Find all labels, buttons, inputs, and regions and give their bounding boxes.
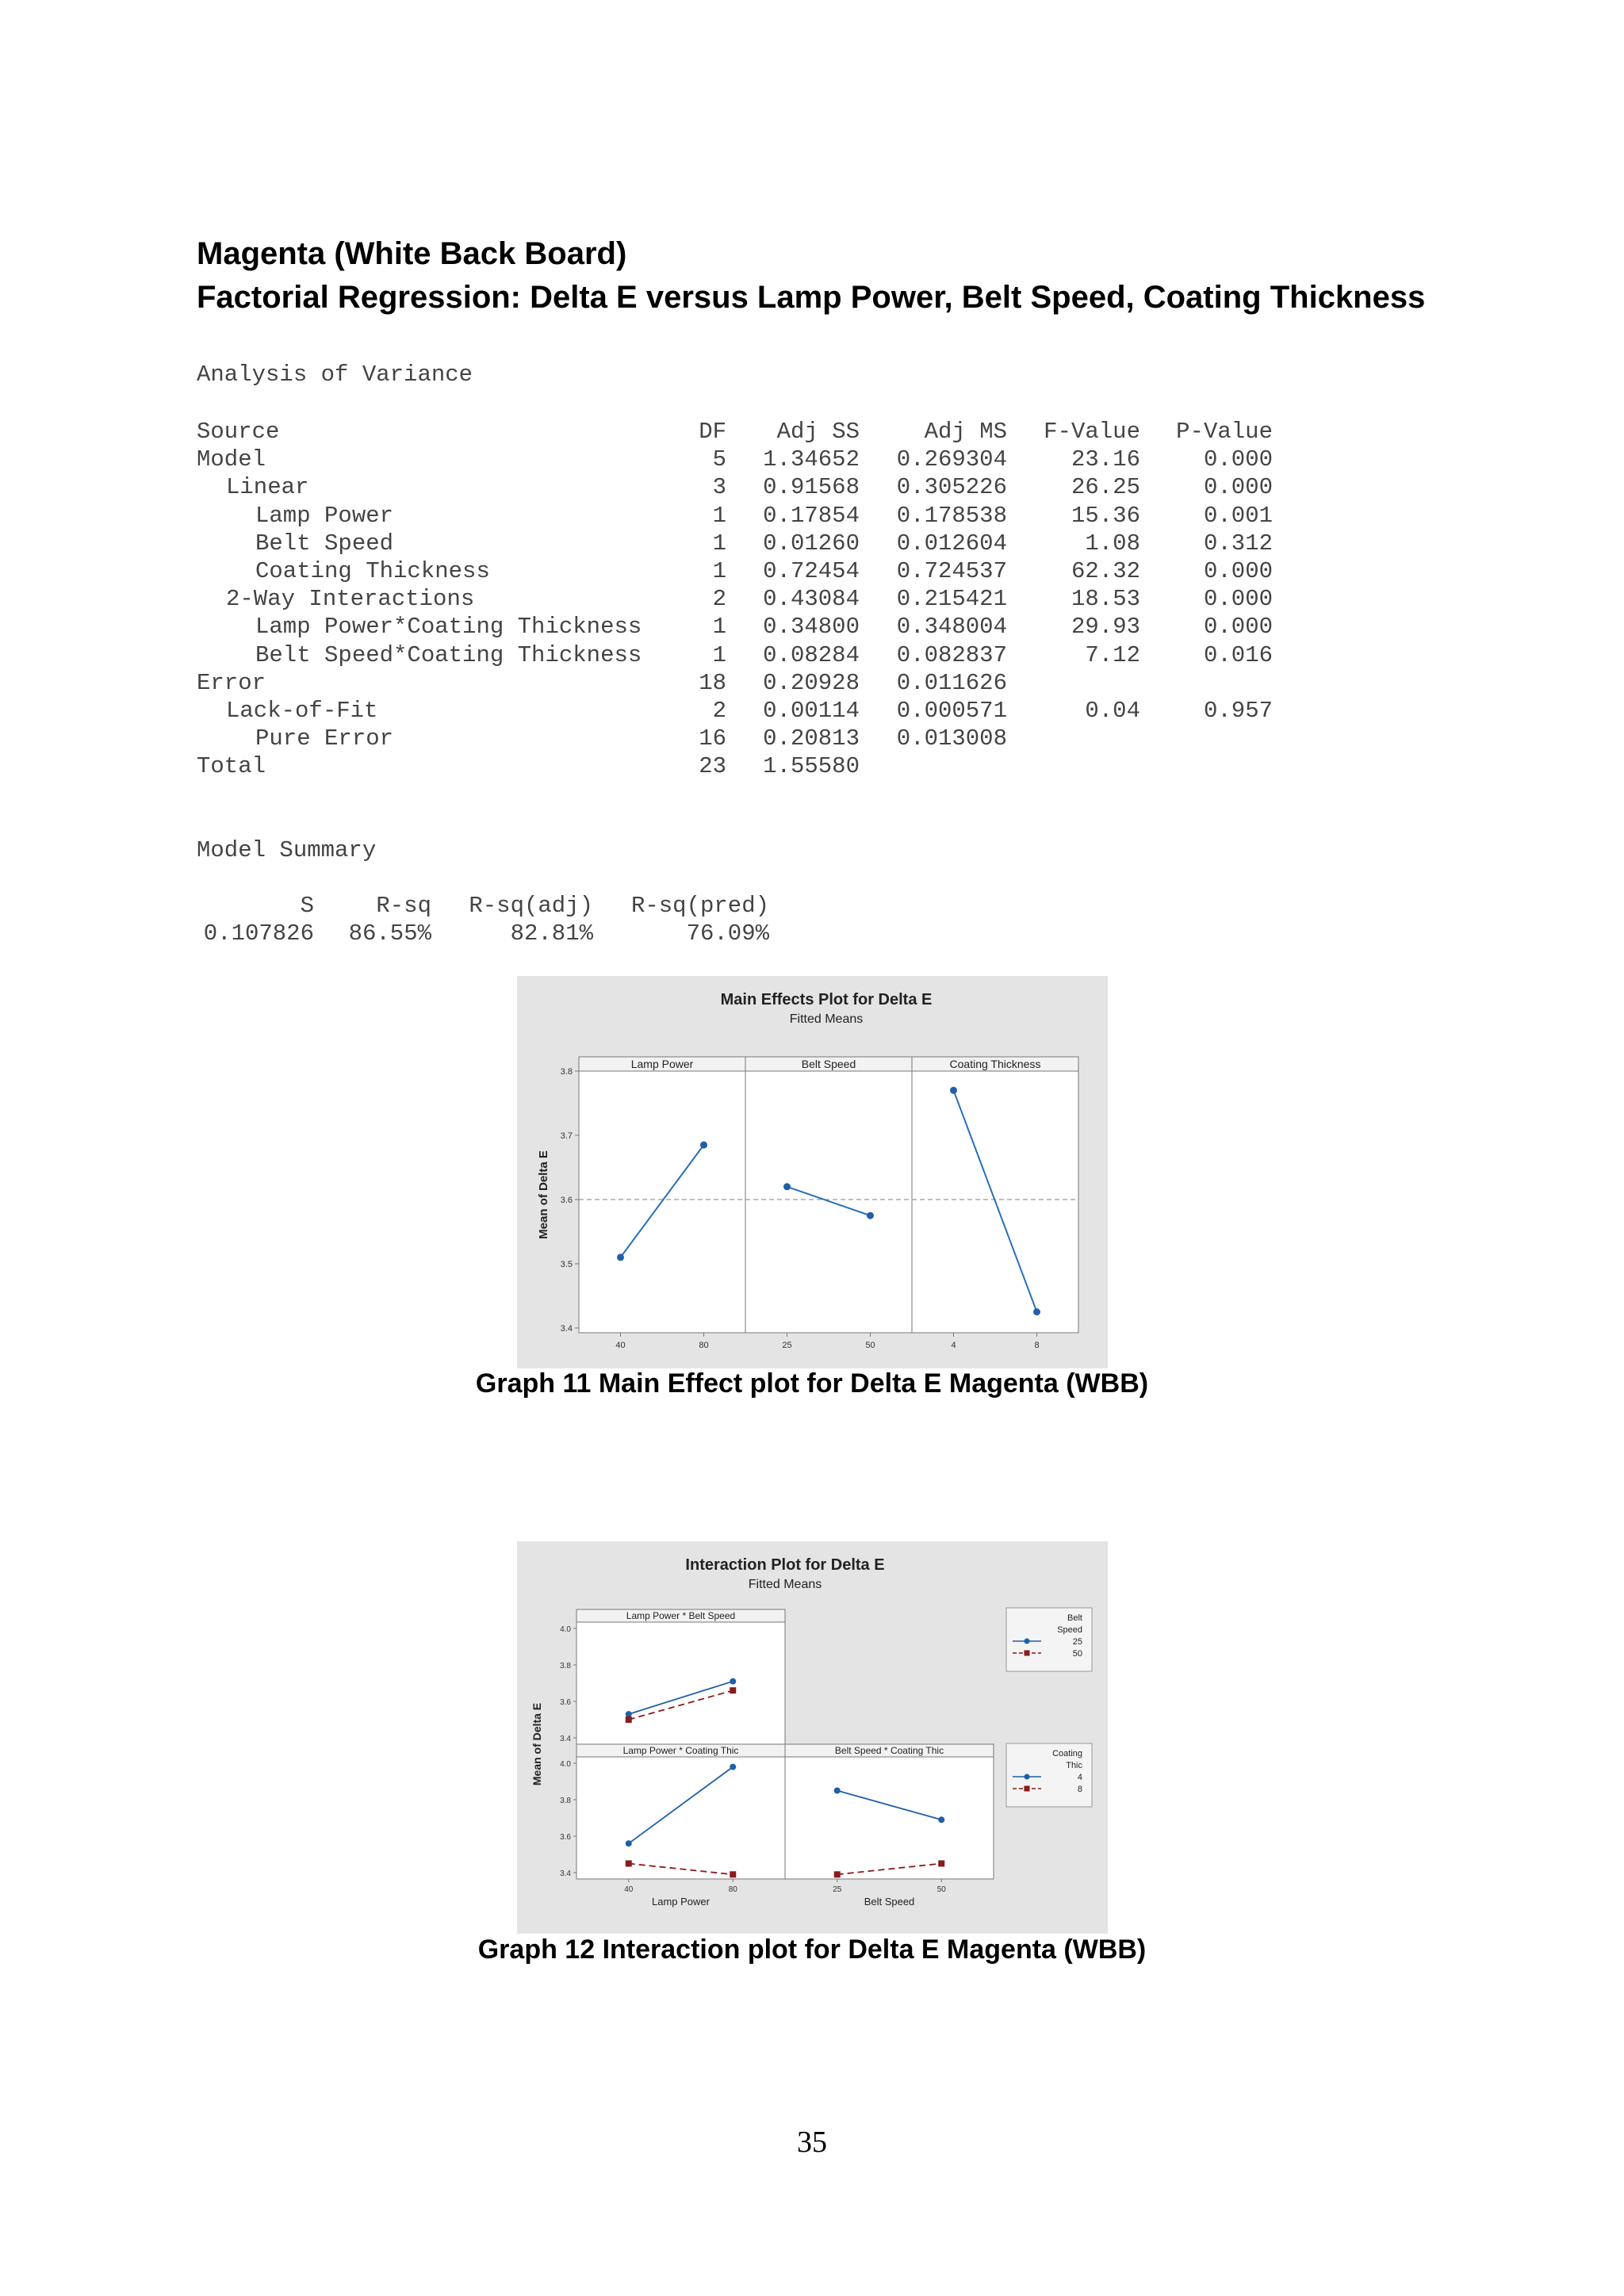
effect-point: [867, 1212, 874, 1219]
anova-df: 2: [712, 586, 726, 613]
legend-entry: 8: [1077, 1785, 1082, 1794]
anova-df: 18: [699, 669, 726, 696]
anova-source: Linear: [226, 474, 309, 501]
anova-adj_ss: 0.20813: [763, 725, 860, 752]
graph-12-caption: Graph 12 Interaction plot for Delta E Magenta (WBB): [477, 1934, 1147, 1965]
anova-adj_ms: 0.348004: [896, 614, 1007, 641]
legend-marker: [1025, 1651, 1030, 1656]
panel-title: Lamp Power * Belt Speed: [626, 1610, 736, 1621]
anova-p: 0.000: [1203, 614, 1273, 641]
model-summary-table: [197, 893, 831, 950]
anova-source: 2-Way Interactions: [226, 586, 475, 613]
model-summary-header-2: R-sq(adj): [469, 893, 593, 919]
x-tick-label: 50: [936, 1885, 946, 1894]
effect-point: [617, 1253, 624, 1261]
anova-adj_ms: 0.000571: [896, 697, 1007, 724]
legend-entry: 50: [1072, 1649, 1082, 1659]
x-tick-label: 80: [699, 1341, 709, 1350]
y-tick-label: 3.8: [560, 1067, 573, 1077]
anova-f: 18.53: [1071, 586, 1140, 613]
anova-df: 1: [712, 557, 726, 584]
anova-p: 0.001: [1203, 502, 1273, 529]
anova-source: Pure Error: [255, 725, 394, 752]
panel-title: Belt Speed * Coating Thic: [834, 1745, 944, 1756]
legend-entry: 4: [1077, 1773, 1082, 1782]
anova-df: 1: [712, 502, 726, 529]
anova-p: 0.000: [1203, 586, 1273, 613]
anova-adj_ss: 0.01260: [763, 530, 860, 557]
interaction-point: [730, 1687, 736, 1693]
page-number: 35: [797, 2126, 827, 2159]
effect-point: [700, 1142, 707, 1149]
legend-entry: 25: [1072, 1637, 1082, 1647]
anova-header-adj_ms: Adj MS: [924, 419, 1007, 445]
anova-df: 3: [712, 474, 726, 501]
model-summary-title: Model Summary: [197, 837, 377, 863]
interaction-point: [626, 1716, 632, 1723]
y-tick-label: 3.8: [560, 1662, 571, 1670]
interaction-point: [730, 1871, 736, 1877]
anova-source: Lamp Power: [255, 502, 394, 529]
anova-f: 0.04: [1085, 697, 1140, 724]
y-tick-label: 4.0: [560, 1760, 571, 1769]
x-tick-label: 80: [728, 1885, 737, 1894]
model-summary-header-3: R-sq(pred): [630, 893, 769, 919]
y-tick-label: 3.8: [560, 1797, 571, 1805]
page-title: Magenta (White Back Board): [197, 236, 627, 271]
anova-adj_ms: 0.305226: [896, 474, 1007, 501]
model-summary-value-0: 0.107826: [203, 920, 314, 947]
y-tick-label: 3.4: [560, 1869, 571, 1878]
anova-adj_ms: 0.082837: [896, 641, 1007, 668]
anova-adj_ss: 1.34652: [763, 446, 860, 473]
interaction-point: [730, 1764, 736, 1770]
x-axis-label: Lamp Power: [652, 1896, 710, 1908]
anova-df: 16: [699, 725, 726, 752]
anova-adj_ss: 0.17854: [763, 502, 860, 529]
legend-title: Coating: [1052, 1749, 1082, 1758]
legend-marker: [1025, 1774, 1030, 1780]
panel-title: Lamp Power: [630, 1058, 694, 1070]
anova-adj_ss: 0.43084: [763, 586, 860, 613]
y-tick-label: 3.6: [560, 1196, 573, 1205]
panel-frame: [576, 1622, 785, 1744]
anova-df: 23: [699, 753, 726, 780]
anova-adj_ms: 0.269304: [896, 446, 1007, 473]
anova-df: 5: [712, 446, 726, 473]
model-summary-value-2: 82.81%: [510, 920, 593, 947]
anova-adj_ms: 0.011626: [896, 669, 1007, 696]
anova-header-adj_ss: Adj SS: [776, 419, 860, 445]
anova-source: Model: [197, 446, 266, 473]
x-tick-label: 4: [951, 1341, 956, 1350]
panel-title: Coating Thickness: [949, 1058, 1041, 1070]
anova-adj_ms: 0.013008: [896, 725, 1007, 752]
interaction-point: [626, 1711, 632, 1717]
anova-header-p: P-Value: [1176, 419, 1273, 445]
interaction-point: [938, 1861, 944, 1867]
anova-source: Lack-of-Fit: [226, 697, 378, 724]
anova-f: 29.93: [1071, 614, 1140, 641]
panel-title: Belt Speed: [801, 1058, 856, 1070]
anova-header-f: F-Value: [1044, 419, 1140, 445]
panel-frame: [576, 1757, 785, 1879]
y-tick-label: 3.4: [560, 1324, 573, 1334]
chart-subtitle: Fitted Means: [789, 1012, 864, 1026]
interaction-point: [730, 1678, 736, 1685]
anova-adj_ms: 0.178538: [896, 502, 1007, 529]
anova-adj_ms: 0.724537: [896, 557, 1007, 584]
y-tick-label: 4.0: [560, 1625, 571, 1634]
legend-marker: [1025, 1639, 1030, 1644]
graph-11-caption: Graph 11 Main Effect plot for Delta E Magenta (WBB): [475, 1368, 1149, 1399]
anova-adj_ss: 0.34800: [763, 614, 860, 641]
anova-p: 0.312: [1203, 530, 1273, 557]
chart-title: Interaction Plot for Delta E: [685, 1556, 885, 1574]
effect-point: [783, 1183, 791, 1190]
anova-adj_ss: 0.08284: [763, 641, 860, 668]
anova-df: 1: [712, 530, 726, 557]
effect-point: [950, 1087, 957, 1094]
x-tick-label: 25: [782, 1341, 792, 1350]
chart-title: Main Effects Plot for Delta E: [720, 991, 933, 1008]
x-tick-label: 50: [865, 1341, 875, 1350]
y-tick-label: 3.5: [560, 1260, 573, 1269]
anova-p: 0.000: [1203, 557, 1273, 584]
chart-subtitle: Fitted Means: [748, 1578, 822, 1591]
x-tick-label: 40: [624, 1885, 634, 1894]
anova-source: Belt Speed: [255, 530, 394, 557]
x-axis-label: Belt Speed: [864, 1896, 915, 1908]
anova-f: 7.12: [1085, 641, 1140, 668]
anova-adj_ss: 0.00114: [763, 697, 860, 724]
interaction-point: [834, 1871, 841, 1877]
anova-source: Coating Thickness: [255, 557, 490, 584]
interaction-point: [834, 1788, 841, 1794]
anova-df: 1: [712, 641, 726, 668]
regression-title: Factorial Regression: Delta E versus Lamp Power, Belt Speed, Coating Thickness: [197, 280, 1426, 315]
anova-f: 1.08: [1085, 530, 1140, 557]
anova-source: Error: [197, 669, 266, 696]
panel-frame: [785, 1757, 994, 1879]
x-tick-label: 40: [615, 1341, 626, 1350]
anova-adj_ss: 0.91568: [763, 474, 860, 501]
model-summary-value-1: 86.55%: [348, 920, 431, 947]
legend-title: Belt: [1067, 1613, 1082, 1623]
y-tick-label: 3.4: [560, 1735, 571, 1743]
anova-f: 23.16: [1071, 446, 1140, 473]
main-effects-chart: [517, 976, 1108, 1368]
y-tick-label: 3.6: [560, 1698, 571, 1707]
anova-f: 26.25: [1071, 474, 1140, 501]
anova-adj_ss: 1.55580: [763, 753, 860, 780]
anova-adj_ss: 0.20928: [763, 669, 860, 696]
panel-title: Lamp Power * Coating Thic: [622, 1745, 739, 1756]
anova-df: 1: [712, 614, 726, 641]
anova-f: 62.32: [1071, 557, 1140, 584]
anova-df: 2: [712, 697, 726, 724]
anova-adj_ss: 0.72454: [763, 557, 860, 584]
anova-source: Belt Speed*Coating Thickness: [255, 641, 642, 668]
y-axis-label: Mean of Delta E: [537, 1150, 550, 1239]
y-axis-label: Mean of Delta E: [530, 1702, 543, 1786]
anova-source: Lamp Power*Coating Thickness: [255, 614, 642, 641]
model-summary-header-0: S: [300, 893, 314, 919]
model-summary-value-3: 76.09%: [686, 920, 769, 947]
anova-source: Total: [197, 753, 266, 780]
anova-f: 15.36: [1071, 502, 1140, 529]
effect-point: [1033, 1308, 1040, 1315]
anova-p: 0.016: [1203, 641, 1273, 668]
anova-p: 0.000: [1203, 446, 1273, 473]
anova-p: 0.000: [1203, 474, 1273, 501]
anova-header-source: Source: [197, 419, 280, 445]
anova-section-title: Analysis of Variance: [197, 362, 473, 388]
x-tick-label: 25: [833, 1885, 842, 1894]
legend-marker: [1025, 1786, 1030, 1792]
anova-p: 0.957: [1203, 697, 1273, 724]
anova-header-df: DF: [699, 419, 726, 445]
interaction-chart: [517, 1541, 1108, 1934]
interaction-point: [626, 1840, 632, 1846]
x-tick-label: 8: [1034, 1341, 1040, 1350]
y-tick-label: 3.6: [560, 1833, 571, 1842]
legend-title: Thic: [1066, 1761, 1082, 1770]
anova-adj_ms: 0.215421: [896, 586, 1007, 613]
anova-adj_ms: 0.012604: [896, 530, 1007, 557]
interaction-point: [938, 1816, 944, 1823]
interaction-point: [626, 1861, 632, 1867]
y-tick-label: 3.7: [560, 1131, 573, 1141]
model-summary-header-1: R-sq: [376, 893, 431, 919]
legend-title: Speed: [1057, 1625, 1082, 1635]
